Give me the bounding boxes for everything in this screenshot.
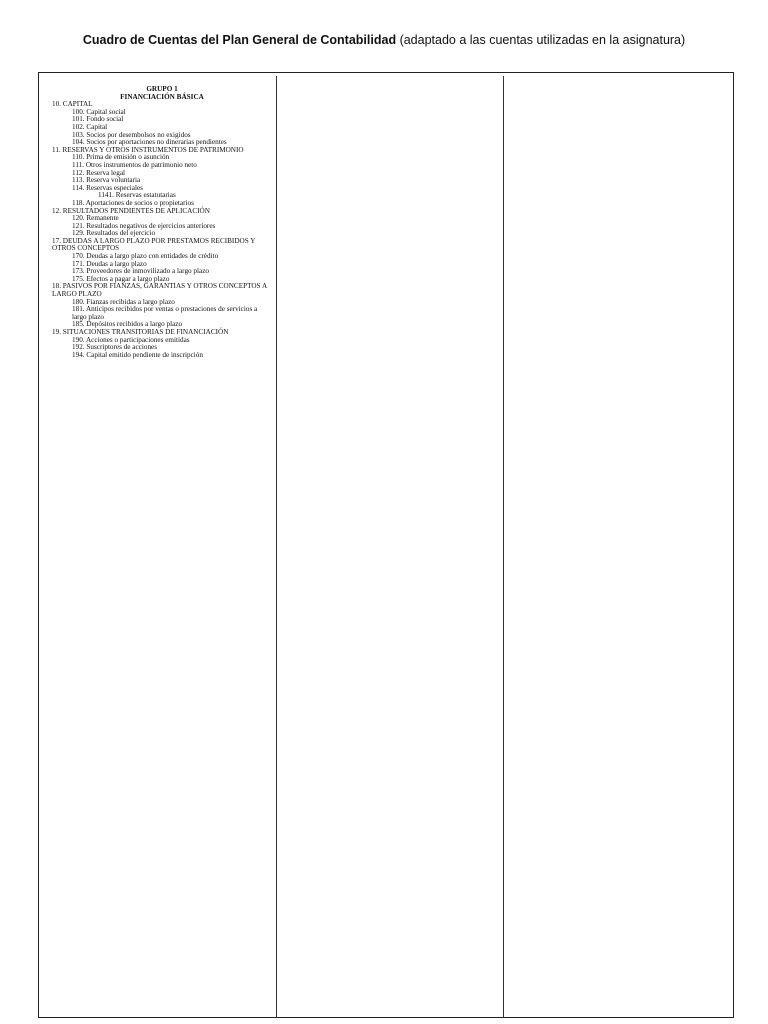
account-line: 101. Fondo social <box>72 115 124 124</box>
account-line: 192. Suscriptores de acciones <box>72 343 158 352</box>
account-line: 1141. Reservas estatutarias <box>98 191 176 200</box>
account-line: 111. Otros instrumentos de patrimonio neto <box>72 160 197 169</box>
account-line: 129. Resultados del ejercicio <box>72 229 156 238</box>
group-title: FINANCIACIÓN BÁSICA <box>120 92 204 101</box>
account-line: 17. DEUDAS A LARGO PLAZO POR PRESTAMOS RECIBIDOS Y OTROS CONCEPTOS <box>52 236 256 253</box>
account-line: 170. Deudas a largo plazo con entidades de crédito <box>72 252 219 261</box>
account-line: 173. Proveedores de inmovilizado a largo plazo <box>72 267 209 276</box>
account-line: 103. Socios por desembolsos no exigidos <box>72 130 191 139</box>
account-line: 112. Reserva legal <box>72 168 126 177</box>
account-line: 110. Prima de emisión o asunción <box>72 153 170 162</box>
account-line: 171. Deudas a largo plazo <box>72 259 147 268</box>
account-line: 118. Aportaciones de socios o propietarios <box>72 198 194 207</box>
group-number: GRUPO 1 <box>146 85 178 93</box>
account-line: 185. Depósitos recibidos a largo plazo <box>72 320 183 329</box>
account-line: 114. Reservas especiales <box>72 183 143 192</box>
account-line: 175. Efectos a pagar a largo plazo <box>72 274 170 283</box>
column-3 <box>508 80 728 1016</box>
account-line: 113. Reserva voluntaria <box>72 176 141 185</box>
account-line: 19. SITUACIONES TRANSITORIAS DE FINANCIACIÓN <box>52 328 229 336</box>
account-line: 190. Acciones o participaciones emitidas <box>72 335 190 344</box>
account-line: 181. Anticipos recibidos por ventas o prestaciones de servicios a largo plazo <box>72 305 258 321</box>
account-line: 104. Socios por aportaciones no dinerarias pendientes <box>72 138 227 147</box>
column-1 <box>52 80 272 1016</box>
title-bold: Cuadro de Cuentas del Plan General de Contabilidad <box>82 33 397 47</box>
account-line: 120. Remanente <box>72 214 119 223</box>
account-line: 11. RESERVAS Y OTROS INSTRUMENTOS DE PATRIMONIO <box>52 145 244 154</box>
page-title <box>0 33 768 47</box>
column-divider <box>503 76 504 1018</box>
account-line: 102. Capital <box>72 122 108 131</box>
account-line: 10. CAPITAL <box>52 100 93 109</box>
column-2 <box>281 80 498 1016</box>
account-line: 12. RESULTADOS PENDIENTES DE APLICACIÓN <box>52 206 210 215</box>
group-heading <box>52 86 272 101</box>
column-divider <box>276 76 277 1018</box>
account-line: 100. Capital social <box>72 107 126 116</box>
title-rest: (adaptado a las cuentas utilizadas en la asignatura) <box>396 33 686 47</box>
account-line: 121. Resultados negativos de ejercicios anteriores <box>72 221 216 230</box>
account-line: 180. Fianzas recibidas a largo plazo <box>72 297 175 306</box>
account-line: 18. PASIVOS POR FIANZAS, GARANTIAS Y OTROS CONCEPTOS A LARGO PLAZO <box>52 282 267 299</box>
account-line: 194. Capital emitido pendiente de inscripción <box>72 350 203 359</box>
